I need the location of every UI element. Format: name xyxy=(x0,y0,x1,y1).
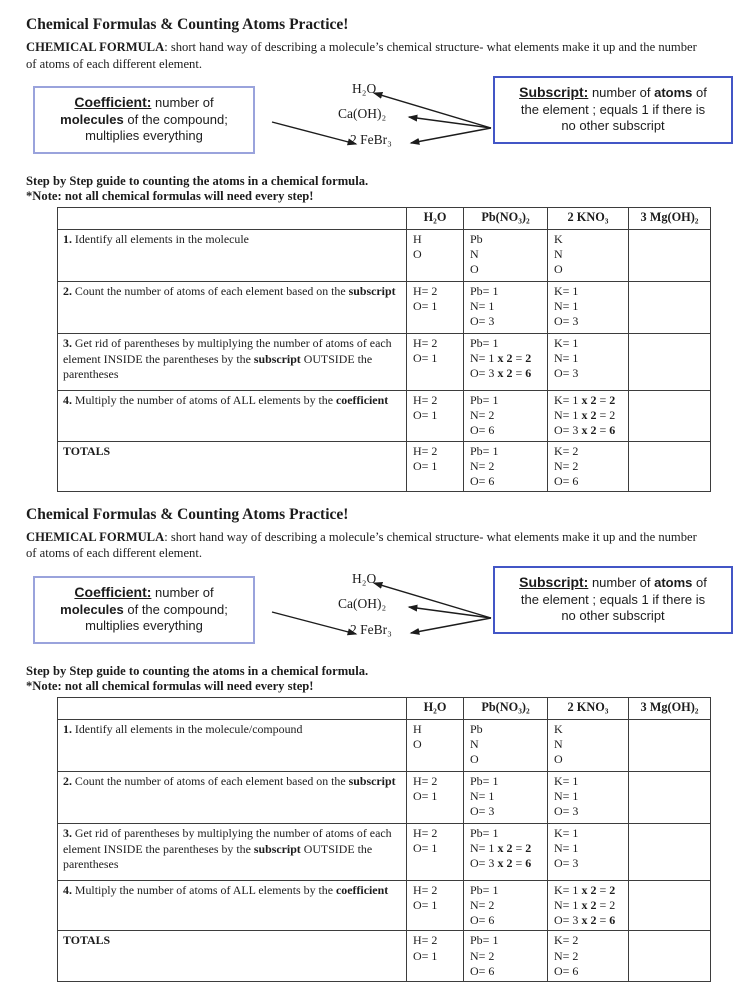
table-row xyxy=(58,441,711,491)
atom-count-cell: H= 2 O= 1 xyxy=(407,334,464,391)
table-row xyxy=(58,720,711,772)
worksheet-section-1 xyxy=(26,16,725,492)
empty-corner-header xyxy=(58,208,407,230)
atom-count-cell: K N O xyxy=(548,720,629,772)
table-row xyxy=(58,282,711,334)
atom-count-cell: K= 1 x 2 = 2 N= 1 x 2 = 2 O= 3 x 2 = 6 xyxy=(548,881,629,931)
atom-count-cell xyxy=(629,772,711,824)
coefficient-definition-box: Coefficient: number of molecules of the compound; multiplies everything xyxy=(33,576,255,644)
table-header-row xyxy=(58,208,711,230)
subscript-arrow-to-h2o xyxy=(374,93,491,128)
example-formula-caoh2: Ca(OH)₂ xyxy=(338,596,387,612)
subscript-arrow-to-caoh2 xyxy=(409,607,491,618)
empty-corner-header xyxy=(58,698,407,720)
atom-count-cell: K= 1 N= 1 O= 3 xyxy=(548,282,629,334)
example-formula-h2o: H₂O xyxy=(352,81,377,97)
formula-column-header: Pb(NO₃)₂ xyxy=(464,698,548,720)
example-formula-h2o: H₂O xyxy=(352,571,377,587)
chemical-formula-definition: CHEMICAL FORMULA: short hand way of describing a molecule’s chemical structure- what elements make it up and the number of atoms of each different element. xyxy=(26,40,697,71)
atom-count-cell xyxy=(629,391,711,441)
atom-count-cell xyxy=(629,824,711,881)
atom-count-cell: Pb= 1 N= 1 x 2 = 2 O= 3 x 2 = 6 xyxy=(464,824,548,881)
counting-atoms-table xyxy=(57,697,711,982)
step-label-cell: 2. Count the number of atoms of each element based on the subscript xyxy=(58,772,407,824)
page-title: Chemical Formulas & Counting Atoms Practice! xyxy=(26,505,349,523)
formula-column-header: 2 KNO₃ xyxy=(548,698,629,720)
atom-count-cell: K= 1 x 2 = 2 N= 1 x 2 = 2 O= 3 x 2 = 6 xyxy=(548,391,629,441)
coefficient-definition-box: Coefficient: number of molecules of the compound; multiplies everything xyxy=(33,86,255,154)
atom-count-cell: Pb N O xyxy=(464,720,548,772)
formula-column-header: Pb(NO₃)₂ xyxy=(464,208,548,230)
step-label-cell: 4. Multiply the number of atoms of ALL elements by the coefficient xyxy=(58,391,407,441)
atom-count-cell: K= 2 N= 2 O= 6 xyxy=(548,441,629,491)
atom-count-cell: K= 2 N= 2 O= 6 xyxy=(548,931,629,981)
note-line: *Note: not all chemical formulas will need every step! xyxy=(26,189,314,204)
step-label-cell: 1. Identify all elements in the molecule xyxy=(58,230,407,282)
counting-atoms-table xyxy=(57,207,711,492)
atom-count-cell: H= 2 O= 1 xyxy=(407,441,464,491)
atom-count-cell: H= 2 O= 1 xyxy=(407,881,464,931)
guide-heading: Step by Step guide to counting the atoms in a chemical formula. xyxy=(26,664,369,679)
atom-count-cell xyxy=(629,441,711,491)
formula-column-header: 3 Mg(OH)₂ xyxy=(629,698,711,720)
subscript-arrow-to-h2o xyxy=(374,583,491,618)
step-label-cell: 4. Multiply the number of atoms of ALL elements by the coefficient xyxy=(58,881,407,931)
atom-count-cell: K N O xyxy=(548,230,629,282)
atom-count-cell: H= 2 O= 1 xyxy=(407,282,464,334)
atom-count-cell: H O xyxy=(407,720,464,772)
table-row xyxy=(58,824,711,881)
table-row xyxy=(58,391,711,441)
step-label-cell: 2. Count the number of atoms of each element based on the subscript xyxy=(58,282,407,334)
atom-count-cell: H= 2 O= 1 xyxy=(407,391,464,441)
table-row xyxy=(58,881,711,931)
note-line: *Note: not all chemical formulas will need every step! xyxy=(26,679,314,694)
atom-count-cell: Pb N O xyxy=(464,230,548,282)
atom-count-cell: Pb= 1 N= 2 O= 6 xyxy=(464,391,548,441)
formula-column-header: 3 Mg(OH)₂ xyxy=(629,208,711,230)
atom-count-cell: Pb= 1 N= 1 x 2 = 2 O= 3 x 2 = 6 xyxy=(464,334,548,391)
atom-count-cell: H O xyxy=(407,230,464,282)
atom-count-cell xyxy=(629,334,711,391)
coefficient-subscript-diagram xyxy=(26,566,725,658)
example-formula-febr3: 2 FeBr₃ xyxy=(350,132,392,148)
atom-count-cell xyxy=(629,881,711,931)
atom-count-cell: H= 2 O= 1 xyxy=(407,931,464,981)
atom-count-cell xyxy=(629,720,711,772)
page-title: Chemical Formulas & Counting Atoms Practice! xyxy=(26,16,349,33)
formula-column-header: H₂O xyxy=(407,698,464,720)
atom-count-cell: Pb= 1 N= 2 O= 6 xyxy=(464,931,548,981)
atom-count-cell xyxy=(629,282,711,334)
step-label-cell: TOTALS xyxy=(58,931,407,981)
atom-count-cell: Pb= 1 N= 2 O= 6 xyxy=(464,881,548,931)
guide-heading: Step by Step guide to counting the atoms in a chemical formula. xyxy=(26,174,369,189)
atom-count-cell: H= 2 O= 1 xyxy=(407,772,464,824)
table-header-row xyxy=(58,698,711,720)
chemical-formula-definition: CHEMICAL FORMULA: short hand way of describing a molecule’s chemical structure- what elements make it up and the number of atoms of each different element. xyxy=(26,529,697,561)
table-row xyxy=(58,931,711,981)
atom-count-cell: Pb= 1 N= 2 O= 6 xyxy=(464,441,548,491)
subscript-arrow-to-febr3 xyxy=(411,618,491,633)
atom-count-cell xyxy=(629,230,711,282)
atom-count-cell: Pb= 1 N= 1 O= 3 xyxy=(464,282,548,334)
atom-count-cell xyxy=(629,931,711,981)
example-formula-febr3: 2 FeBr₃ xyxy=(350,622,392,638)
formula-column-header: H₂O xyxy=(407,208,464,230)
subscript-arrow-to-febr3 xyxy=(411,128,491,143)
atom-count-cell: K= 1 N= 1 O= 3 xyxy=(548,334,629,391)
worksheet-section-2 xyxy=(26,506,725,982)
table-row xyxy=(58,334,711,391)
atom-count-cell: Pb= 1 N= 1 O= 3 xyxy=(464,772,548,824)
atom-count-cell: K= 1 N= 1 O= 3 xyxy=(548,824,629,881)
example-formula-caoh2: Ca(OH)₂ xyxy=(338,106,387,122)
formula-column-header: 2 KNO₃ xyxy=(548,208,629,230)
step-label-cell: 3. Get rid of parentheses by multiplying the number of atoms of each element INSIDE the parentheses by the subscript OUTSIDE the parentheses xyxy=(58,824,407,881)
table-row xyxy=(58,772,711,824)
subscript-definition-box: Subscript: number of atoms of the element ; equals 1 if there is no other subscript xyxy=(493,76,733,144)
table-row xyxy=(58,230,711,282)
step-label-cell: 1. Identify all elements in the molecule/compound xyxy=(58,720,407,772)
coefficient-arrow-to-febr3 xyxy=(272,122,356,144)
subscript-definition-box: Subscript: number of atoms of the element ; equals 1 if there is no other subscript xyxy=(493,566,733,634)
coefficient-subscript-diagram xyxy=(26,76,725,168)
atom-count-cell: K= 1 N= 1 O= 3 xyxy=(548,772,629,824)
atom-count-cell: H= 2 O= 1 xyxy=(407,824,464,881)
step-label-cell: TOTALS xyxy=(58,441,407,491)
subscript-arrow-to-caoh2 xyxy=(409,117,491,128)
step-label-cell: 3. Get rid of parentheses by multiplying the number of atoms of each element INSIDE the parentheses by the subscript OUTSIDE the parentheses xyxy=(58,334,407,391)
coefficient-arrow-to-febr3 xyxy=(272,612,356,634)
